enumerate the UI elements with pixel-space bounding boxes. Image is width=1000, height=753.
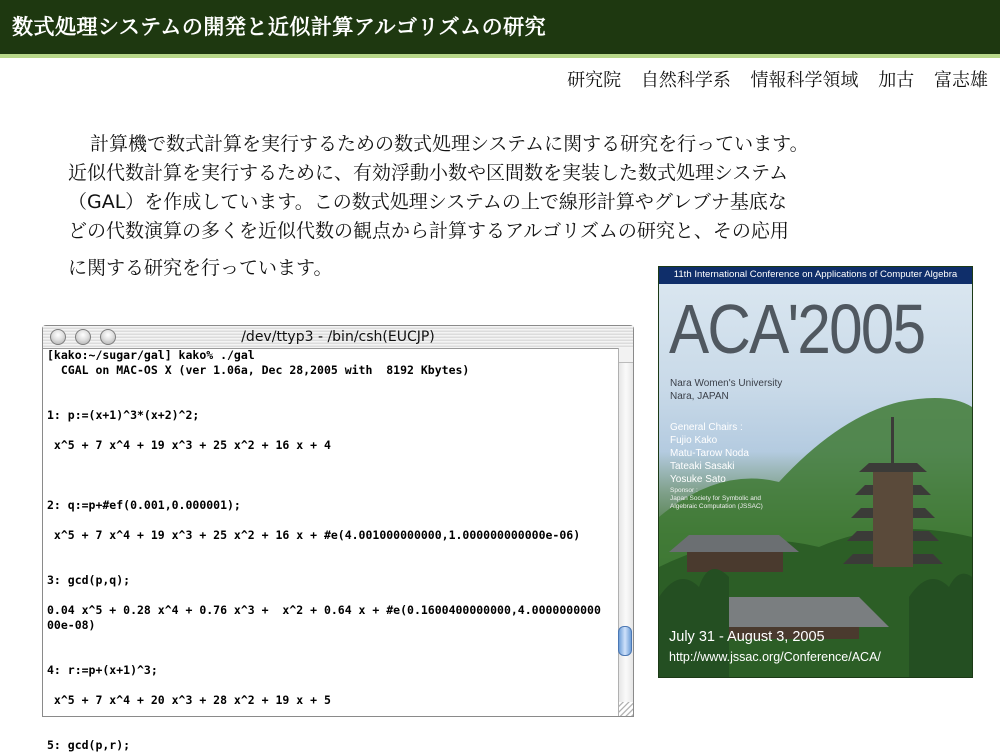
scroll-up-arrow-icon[interactable] — [619, 348, 633, 363]
terminal-line — [47, 423, 615, 438]
terminal-line: 0.04 x^5 + 0.28 x^4 + 0.76 x^3 + x^2 + 0.64 x + #e(0.1600400000000,4.0000000000 — [47, 603, 601, 617]
poster-chair: Tateaki Sasaki — [670, 461, 735, 472]
terminal-line: 1: p:=(x+1)^3*(x+2)^2; — [47, 408, 200, 422]
terminal-line: 3: gcd(p,q); — [47, 573, 131, 587]
terminal-line — [47, 393, 615, 408]
poster-sponsor-name: Japan Society for Symbolic and Algebraic Computation (JSSAC) — [670, 495, 763, 510]
terminal-line — [47, 453, 615, 468]
description-line: に関する研究を行っています。 — [68, 257, 333, 279]
poster-chairs — [670, 421, 749, 486]
poster-venue — [670, 377, 782, 403]
description-paragraph — [68, 130, 928, 283]
slide-header — [0, 0, 1000, 58]
terminal-line — [47, 633, 615, 648]
terminal-line: [kako:~/sugar/gal] kako% ./gal — [47, 348, 255, 362]
terminal-line: x^5 + 7 x^4 + 19 x^3 + 25 x^2 + 16 x + 4 — [47, 438, 331, 452]
terminal-line: CGAL on MAC-OS X (ver 1.06a, Dec 28,2005 with 8192 Kbytes) — [47, 363, 470, 377]
terminal-line — [47, 708, 615, 723]
terminal-titlebar[interactable] — [43, 326, 633, 349]
terminal-scrollbar[interactable] — [618, 348, 633, 716]
terminal-line: 5: gcd(p,r); — [47, 738, 131, 752]
author-affiliation: 研究院 自然科学系 情報科学領域 加古 富志雄 — [567, 70, 988, 91]
poster-url[interactable]: http://www.jssac.org/Conference/ACA/ — [669, 650, 881, 664]
poster-chair: Yosuke Sato — [670, 474, 726, 485]
slide-title: 数式処理システムの開発と近似計算アルゴリズムの研究 — [12, 15, 547, 39]
terminal-window — [42, 325, 634, 752]
description-line: （GAL）を作成しています。この数式処理システムの上で線形計算やグレブナ基底な — [68, 191, 787, 213]
terminal-output[interactable] — [47, 348, 615, 752]
poster-header-band — [659, 267, 972, 284]
description-line: 近似代数計算を実行するために、有効浮動小数や区間数を実装した数式処理システム — [68, 162, 789, 184]
terminal-line — [47, 648, 615, 663]
poster-chair: Matu-Tarow Noda — [670, 448, 749, 459]
terminal-title: /dev/ttyp3 - /bin/csh(EUCJP) — [241, 329, 435, 345]
terminal-line — [47, 588, 615, 603]
terminal-line — [47, 543, 615, 558]
poster-chairs-label: General Chairs : — [670, 422, 743, 433]
terminal-line — [47, 378, 615, 393]
poster-venue-line: Nara Women's University — [670, 378, 783, 389]
terminal-line: 2: q:=p+#ef(0.001,0.000001); — [47, 498, 241, 512]
description-line: 計算機で数式計算を実行するための数式処理システムに関する研究を行っています。 — [90, 133, 809, 155]
scrollbar-thumb[interactable] — [618, 626, 632, 656]
terminal-line: 4: r:=p+(x+1)^3; — [47, 663, 158, 677]
terminal-line: 00e-08) — [47, 618, 96, 632]
poster-acronym: ACA'2005 — [669, 290, 925, 368]
terminal-line — [47, 513, 615, 528]
poster-sponsor-label: Sponsor : — [670, 487, 698, 494]
conference-poster — [658, 266, 973, 678]
description-line: どの代数演算の多くを近似代数の観点から計算するアルゴリズムの研究と、その応用 — [68, 220, 789, 242]
resize-grip-icon[interactable] — [619, 702, 633, 716]
terminal-line: x^5 + 7 x^4 + 20 x^3 + 28 x^2 + 19 x + 5 — [47, 693, 331, 707]
terminal-line — [47, 723, 615, 738]
terminal-line — [47, 558, 615, 573]
poster-chair: Fujio Kako — [670, 435, 718, 446]
poster-dates: July 31 - August 3, 2005 — [669, 629, 825, 645]
terminal-line — [47, 483, 615, 498]
terminal-line — [47, 468, 615, 483]
poster-sponsor — [670, 487, 780, 511]
terminal-line — [47, 678, 615, 693]
poster-venue-line: Nara, JAPAN — [670, 391, 729, 402]
terminal-line: x^5 + 7 x^4 + 19 x^3 + 25 x^2 + 16 x + #e(4.001000000000,1.000000000000e-06) — [47, 528, 581, 542]
poster-conference-name: 11th International Conference on Applications of Computer Algebra — [673, 269, 958, 280]
